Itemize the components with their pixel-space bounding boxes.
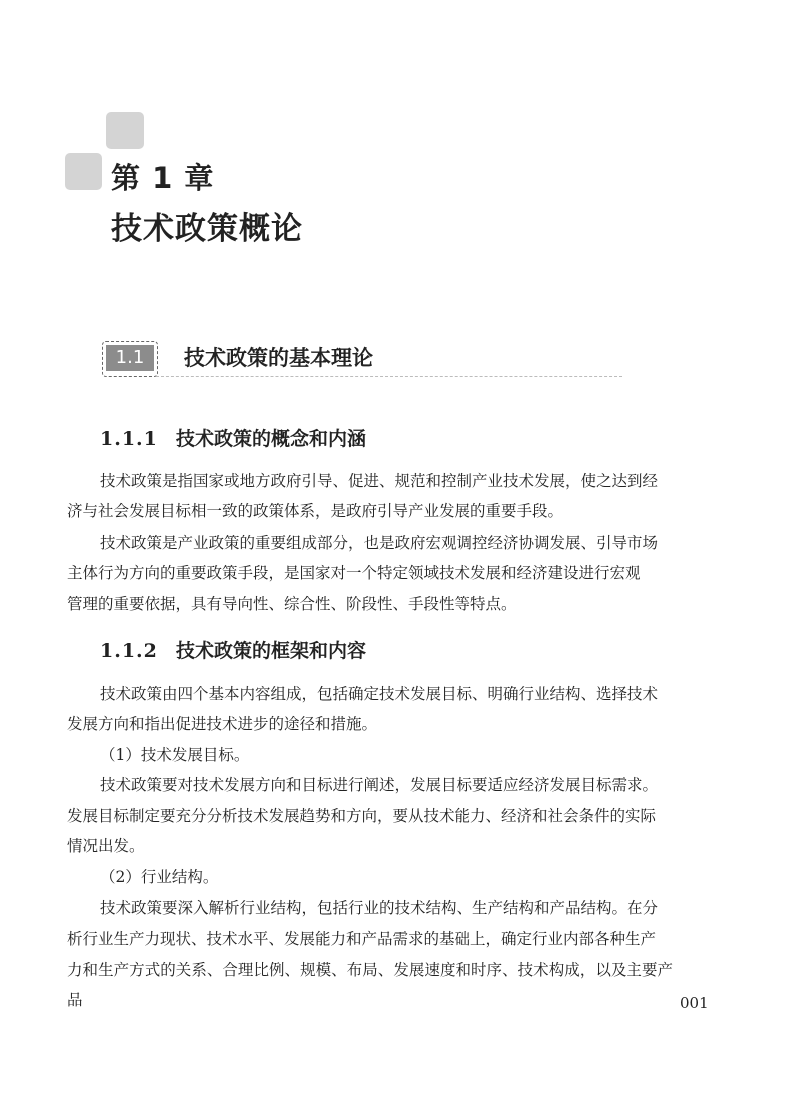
text-line: 技术政策要深入解析行业结构，包括行业的技术结构、生产结构和产品结构。在分: [100, 899, 659, 917]
chapter-title: 技术政策概论: [111, 211, 303, 247]
text-line: 析行业生产力现状、技术水平、发展能力和产品需求的基础上，确定行业内部各种生产: [67, 930, 657, 948]
section-header: [102, 341, 622, 379]
decorative-square-top: [106, 112, 144, 149]
subsection-heading-1: [100, 424, 366, 451]
text-line: （2）行业结构。: [100, 868, 219, 886]
subsection-title: 技术政策的框架和内容: [176, 640, 367, 662]
page-number: 001: [680, 994, 709, 1012]
subsection-number: 1.1.1: [100, 428, 158, 450]
text-line: 技术政策是产业政策的重要组成部分，也是政府宏观调控经济协调发展、引导市场: [100, 534, 659, 552]
section-divider: [156, 376, 622, 377]
subsection-heading-2: [100, 636, 366, 663]
text-line: 主体行为方向的重要政策手段，是国家对一个特定领域技术发展和经济建设进行宏观: [67, 564, 641, 582]
subsection-title: 技术政策的概念和内涵: [176, 428, 367, 450]
text-line: 力和生产方式的关系、合理比例、规模、布局、发展速度和时序、技术构成，以及主要产品: [67, 961, 673, 1009]
text-line: 济与社会发展目标相一致的政策体系，是政府引导产业发展的重要手段。: [67, 502, 564, 520]
text-line: 技术政策由四个基本内容组成，包括确定技术发展目标、明确行业结构、选择技术: [100, 685, 659, 703]
section-number: 1.1: [106, 345, 154, 371]
text-line: 管理的重要依据，具有导向性、综合性、阶段性、手段性等特点。: [67, 595, 517, 613]
decorative-square-left: [65, 153, 102, 190]
text-line: 发展目标制定要充分分析技术发展趋势和方向，要从技术能力、经济和社会条件的实际: [67, 807, 657, 825]
text-line: 发展方向和指出促进技术进步的途径和措施。: [67, 715, 378, 733]
section-title: 技术政策的基本理论: [184, 346, 373, 370]
text-line: （1）技术发展目标。: [100, 746, 250, 764]
subsection-number: 1.1.2: [100, 640, 158, 662]
text-line: 技术政策是指国家或地方政府引导、促进、规范和控制产业技术发展，使之达到经: [100, 472, 659, 490]
chapter-number: 第 1 章: [111, 161, 215, 195]
text-line: 情况出发。: [67, 837, 145, 855]
text-line: 技术政策要对技术发展方向和目标进行阐述，发展目标要适应经济发展目标需求。: [100, 776, 659, 794]
